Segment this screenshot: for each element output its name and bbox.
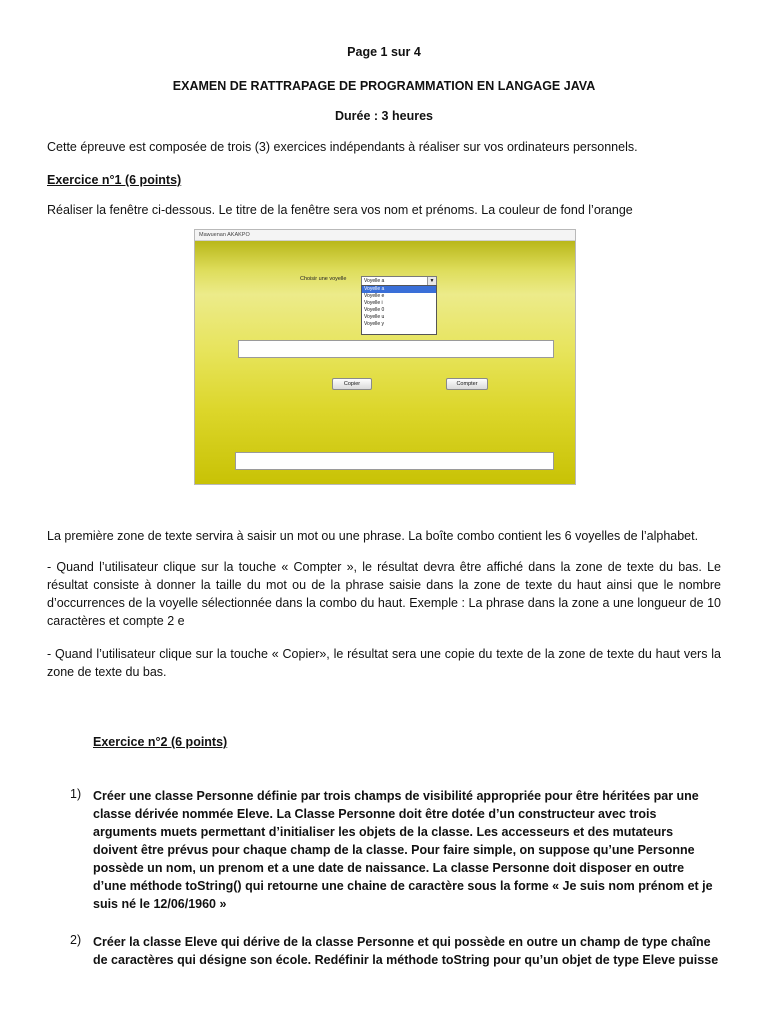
dropdown-option[interactable]: Voyelle i bbox=[364, 300, 383, 306]
exercise1-paragraph: - Quand l’utilisateur clique sur la touche « Compter », le résultat devra être affiché dans la zone de texte du bas. Le résultat consiste à donner la taille du mot ou de la phrase saisie dans la zone de texte du haut ainsi que le nombre d’occurrences de la voyelle sélectionnée dans la combo du haut. Exemple : La phrase dans la zone a une longueur de 10 caractères et compte 2 e bbox=[47, 560, 721, 628]
dropdown-option[interactable]: Voyelle y bbox=[364, 321, 385, 327]
copy-button[interactable]: Copier bbox=[332, 378, 372, 390]
item-text: Créer la classe Eleve qui dérive de la classe Personne et qui possède en outre un champ de type chaîne de caractères qui désigne son école. Redéfinir la méthode toString pour qu’un objet de type Eleve puisse bbox=[93, 935, 719, 967]
dropdown-option[interactable]: Voyelle 0 bbox=[364, 307, 385, 313]
dropdown-option[interactable]: Voyelle a bbox=[362, 286, 436, 293]
dropdown-option[interactable]: Voyelle u bbox=[364, 314, 385, 320]
exam-title: EXAMEN DE RATTRAPAGE DE PROGRAMMATION EN LANGAGE JAVA bbox=[172, 79, 596, 93]
bottom-text-field[interactable] bbox=[235, 452, 554, 470]
intro-paragraph: Cette épreuve est composée de trois (3) exercices indépendants à réaliser sur vos ordinateurs personnels. bbox=[47, 140, 638, 154]
java-window-figure bbox=[194, 229, 576, 485]
exercise2-heading: Exercice n°2 (6 points) bbox=[93, 735, 228, 749]
count-button[interactable]: Compter bbox=[446, 378, 488, 390]
top-text-field[interactable] bbox=[238, 340, 554, 358]
window-title-bar: Mawuenan AKAKPO bbox=[195, 230, 575, 241]
item-number: 1) bbox=[70, 787, 82, 801]
vowel-dropdown-list[interactable] bbox=[361, 285, 437, 335]
combo-selected: Voyelle a bbox=[364, 278, 385, 284]
dropdown-option[interactable]: Voyelle e bbox=[364, 293, 385, 299]
item-number: 2) bbox=[70, 933, 82, 947]
page-number: Page 1 sur 4 bbox=[347, 45, 421, 59]
exercise1-heading: Exercice n°1 (6 points) bbox=[47, 173, 182, 187]
combo-label: Choisir une voyelle bbox=[300, 276, 347, 282]
chevron-down-icon[interactable]: ▼ bbox=[427, 277, 436, 285]
duration: Durée : 3 heures bbox=[335, 109, 433, 123]
exercise1-paragraph: La première zone de texte servira à saisir un mot ou une phrase. La boîte combo contient les 6 voyelles de l’alphabet. bbox=[47, 529, 699, 543]
exercise1-instruction: Réaliser la fenêtre ci-dessous. Le titre de la fenêtre sera vos nom et prénoms. La couleur de fond l’orange bbox=[47, 203, 633, 217]
item-text: Créer une classe Personne définie par trois champs de visibilité appropriée pour être héritées par une classe dérivée nommée Eleve. La Classe Personne doit être dotée d’un constructeur avec trois arguments muets permettant d’initialiser les objets de la classe. Les accesseurs et des mutateurs doivent être prévus pour chaque champ de la classe. Pour faire simple, on suppose qu’une Personne possède un nom, un prenom et a une date de naissance. La classe Personne doit disposer en outre d’une méthode toString() qui retourne une chaine de caractère sous la forme « Je suis nom prénom et je suis né le 12/06/1960 » bbox=[93, 789, 713, 911]
exercise1-paragraph: - Quand l’utilisateur clique sur la touche « Copier», le résultat sera une copie du texte de la zone de texte du haut vers la zone de texte du bas. bbox=[47, 647, 721, 679]
window-panel bbox=[195, 241, 575, 484]
